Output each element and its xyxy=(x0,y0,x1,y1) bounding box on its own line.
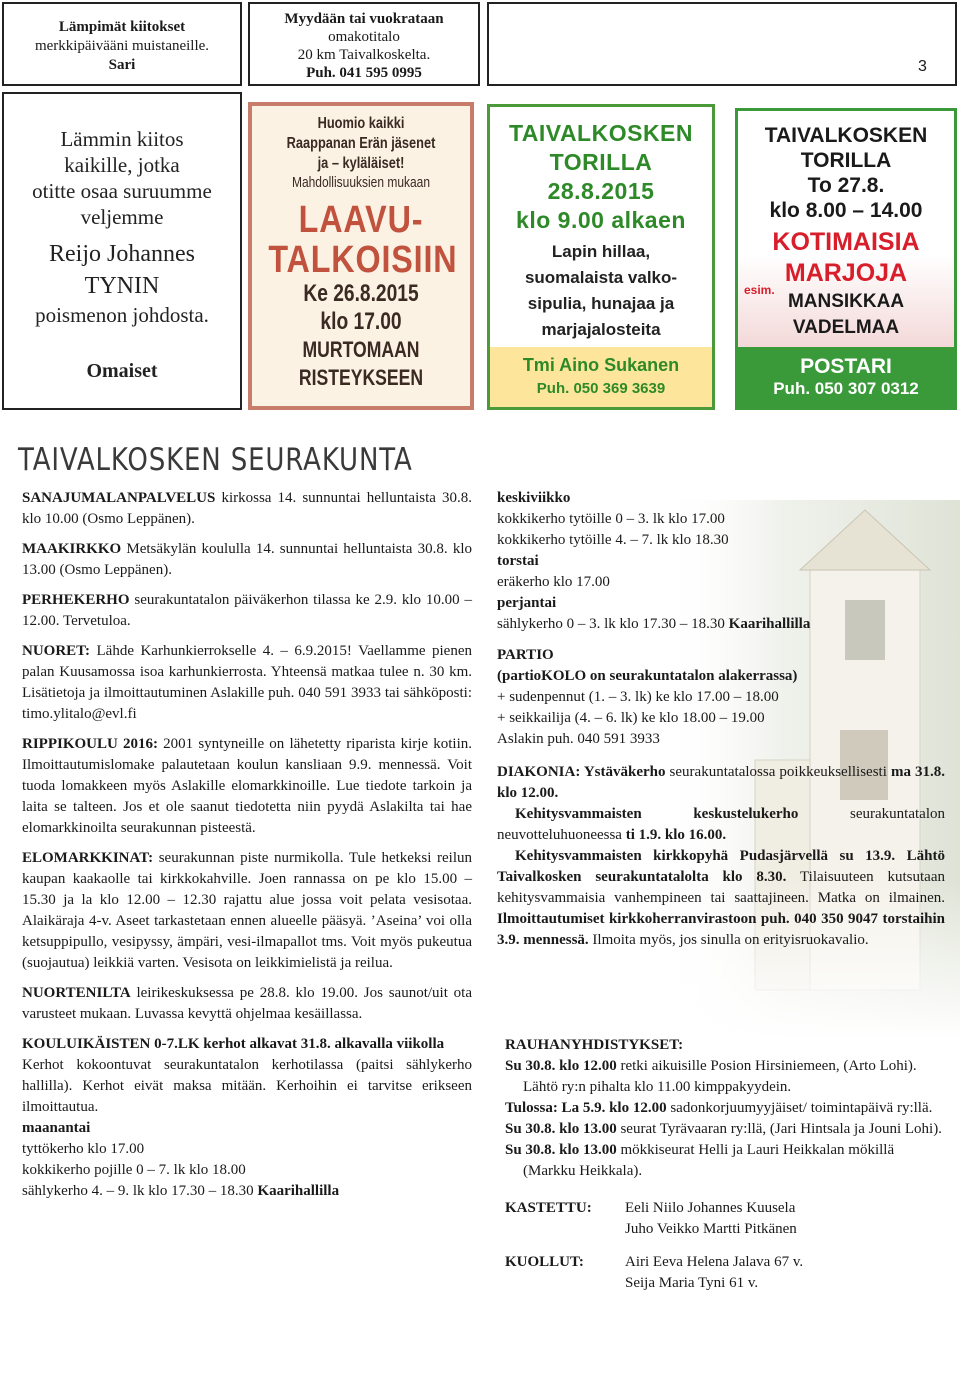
ad-line: MANSIKKAA xyxy=(787,291,905,312)
section-date: ma 31.8. klo 12.00. xyxy=(497,764,945,801)
ad-line: ja – kyläläiset! xyxy=(317,155,405,172)
weekday-heading: keskiviikko xyxy=(497,490,571,506)
announcement xyxy=(22,590,472,632)
person-name: Eeli Niilo Johannes Kuusela xyxy=(625,1200,796,1216)
deceased-surname: TYNIN xyxy=(84,273,160,299)
person-name: Juho Veikko Martti Pitkänen xyxy=(625,1221,797,1237)
club-item: eräkerho klo 17.00 xyxy=(497,574,610,590)
ad-time: klo 17.00 xyxy=(320,308,402,335)
ad-date: To 27.8. xyxy=(807,174,885,197)
announcement-text: Lähde Karhunkierrokselle 4. – 6.9.2015! Vaellamme pienen palan Kuusamossa isoa karhunkierrosta. Yhteensä matkaa tulee n. 30 km. Lisätietoja ja ilmoittautuminen Aslakille puh. 040 591 3933 tai sähköposti: timo.ylitalo@evl.fi xyxy=(22,643,472,722)
ad-seller: POSTARI xyxy=(800,355,892,378)
announcement xyxy=(22,641,472,725)
ad-time: klo 9.00 alkaen xyxy=(516,207,686,233)
section-text: Kerhot kokoontuvat seurakuntatalon kerhotilassa (paitsi sählykerho hallilla). Kerhot eivät maksa mitään. Kerhoihin ei tarvitse erikseen ilmoittautua. xyxy=(22,1057,472,1115)
weekday-heading: perjantai xyxy=(497,595,557,611)
ad-headline: TAIVALKOSKEN xyxy=(764,124,928,147)
section-heading: Kehitysvammaisten keskustelukerho xyxy=(515,806,799,822)
diakonia-section xyxy=(497,762,945,951)
ad-line: merkkipäivääni muistaneille. xyxy=(34,38,210,54)
section-text: Ilmoita myös, jos sinulla on erityisruokavalio. xyxy=(588,932,869,948)
ad-line: Lapin hillaa, xyxy=(551,242,651,261)
ad-place: RISTEYKSEEN xyxy=(298,365,424,390)
ad-headline: TORILLA xyxy=(549,149,653,175)
club-item-text: sählykerho 0 – 3. lk klo 17.30 – 18.30 xyxy=(497,616,729,632)
announcement xyxy=(22,734,472,839)
club-item xyxy=(22,1181,472,1202)
ad-condolence-thanks xyxy=(2,92,242,410)
section-text: seurakuntatalossa poikkeuksellisesti xyxy=(665,764,891,780)
announcement-text: seurakuntatalon päiväkerhon tilassa ke 2.9. klo 10.00 – 12.00. Tervetuloa. xyxy=(22,592,472,629)
page-number: 3 xyxy=(918,58,927,75)
event-item xyxy=(505,1140,945,1182)
club-location: Kaarihallilla xyxy=(728,616,811,632)
club-item: tyttökerho klo 17.00 xyxy=(22,1141,145,1157)
ad-laavu-talkoot xyxy=(248,102,474,410)
ad-line: poismenon johdosta. xyxy=(35,303,209,327)
ad-place: MURTOMAAN xyxy=(302,337,420,362)
contact: Aslakin puh. 040 591 3933 xyxy=(497,731,660,747)
ad-line: Lämmin kiitos xyxy=(60,127,184,151)
kastettu-label: KASTETTU: xyxy=(505,1200,592,1216)
announcement-heading: ELOMARKKINAT: xyxy=(22,850,154,866)
kuollut-label: KUOLLUT: xyxy=(505,1254,584,1270)
person-name: Seija Maria Tyni 61 v. xyxy=(625,1275,759,1291)
ad-date: Ke 26.8.2015 xyxy=(303,280,419,307)
ad-line: marjajalosteita xyxy=(541,320,661,339)
announcement xyxy=(22,848,472,974)
announcement xyxy=(22,539,472,581)
club-item: kokkikerho pojille 0 – 7. lk klo 18.00 xyxy=(22,1162,246,1178)
event-date: Su 30.8. klo 13.00 xyxy=(505,1142,617,1158)
event-date: Su 30.8. klo 12.00 xyxy=(505,1058,617,1074)
parish-title: TAIVALKOSKEN SEURAKUNTA xyxy=(18,442,413,478)
ad-market-sukanen xyxy=(487,104,715,410)
section-registration: Ilmoittautumiset kirkkoherranvirastoon puh. 040 350 9047 torstaihin 3.9. mennessä. xyxy=(497,911,945,948)
deceased-name: Reijo Johannes xyxy=(49,241,195,267)
event-text: mökkiseurat Helli ja Lauri Heikkalan mökillä (Markku Heikkala). xyxy=(523,1142,895,1179)
club-item: kokkikerho tytöille 4. – 7. lk klo 18.30 xyxy=(497,532,729,548)
event-date: Su 30.8. klo 13.00 xyxy=(505,1121,617,1137)
empty-box xyxy=(487,2,957,86)
ad-line: sipulia, hunajaa ja xyxy=(527,294,675,313)
event-item xyxy=(505,1119,945,1140)
ad-signature: Omaiset xyxy=(86,360,158,382)
person-name: Airi Eeva Helena Jalava 67 v. xyxy=(625,1254,804,1270)
ad-sale xyxy=(248,2,480,86)
kouluikaiset-section xyxy=(22,1034,472,1202)
announcement-text: kirkossa 14. sunnuntai helluntaista 30.8. klo 10.00 (Osmo Leppänen). xyxy=(22,490,472,527)
ad-phone: Puh. 050 369 3639 xyxy=(536,380,666,397)
event-text: sadonkorjuumyyjäiset/ toimintapäivä ry:llä. xyxy=(666,1100,933,1116)
announcement-heading: RIPPIKOULU 2016: xyxy=(22,736,158,752)
kastettu-row xyxy=(505,1198,945,1240)
ad-line: 20 km Taivalkoskelta. xyxy=(297,47,431,63)
ad-line: omakotitalo xyxy=(328,29,400,45)
ad-footer xyxy=(490,347,712,407)
ad-line: otitte osaa suruumme xyxy=(32,179,212,203)
ad-line: Sari xyxy=(108,57,136,73)
ad-line: Mahdollisuuksien mukaan xyxy=(291,174,431,191)
ad-line: veljemme xyxy=(80,205,164,229)
ad-line: Puh. 041 595 0995 xyxy=(306,65,422,81)
ad-esim-label: esim. xyxy=(744,283,775,297)
club-item: + sudenpennut (1. – 3. lk) ke klo 17.00 – 18.00 xyxy=(497,689,779,705)
announcement xyxy=(22,488,472,530)
event-date: Tulossa: La 5.9. klo 12.00 xyxy=(505,1100,667,1116)
parish-left-column xyxy=(22,488,472,1202)
rauhanyhdistykset-section xyxy=(505,1035,945,1294)
section-text: seurakuntatalon neuvotteluhuoneessa xyxy=(497,806,945,843)
ad-seller: Tmi Aino Sukanen xyxy=(522,355,680,375)
event-text: seurat Tyrävaaran ry:llä, (Jari Hintsala ja Jouni Lohi). xyxy=(616,1121,942,1137)
section-heading: DIAKONIA: Ystäväkerho xyxy=(497,764,666,780)
ad-headline: TAIVALKOSKEN xyxy=(508,120,694,146)
announcement-text: leirikeskuksessa pe 28.8. klo 19.00. Jos saunot/uit ota varusteet mukaan. Luvassa kevyttä ohjelmaa kesäillassa. xyxy=(22,985,472,1022)
announcement xyxy=(22,983,472,1025)
partio-section xyxy=(497,645,945,750)
announcement-text: seurakunnan piste nurmikolla. Tule hetkeksi reilun kaupan kaakaolle tai kirkkokahville. Joen rannassa on pe klo 15.00 – 15.30 ja la klo 12.00 – 12.30 rajattu alue jossa voit pelata vesisotaa. Alaikäraja 4-v. Aseet tarkastetaan ennen alueelle pääsyä. ’Aseina’ voi olla ketsuppipullo, vesipyssy, ämpäri, vesi-ilmapallot tms. Voit myös pukeutua (suojautua) leikkiä varten. Vesisota on leikkimielistä ja reilua. xyxy=(22,850,472,971)
ad-time: klo 8.00 – 14.00 xyxy=(769,199,923,222)
section-text: Tilaisuuteen kutsutaan kehitysvammaisia vanhempineen tai saattajineen. Matka on ilmainen. xyxy=(497,869,945,906)
week-schedule xyxy=(497,488,945,635)
club-location: Kaarihallilla xyxy=(257,1183,340,1199)
ad-headline: TALKOISIIN xyxy=(268,239,458,281)
ad-thanks-small xyxy=(2,2,242,86)
section-heading: PARTIO xyxy=(497,647,554,663)
ad-footer xyxy=(738,347,954,407)
ad-line: kaikille, jotka xyxy=(64,153,180,177)
club-item xyxy=(497,614,945,635)
kuollut-row xyxy=(505,1252,945,1294)
announcement-heading: NUORTENILTA xyxy=(22,985,131,1001)
announcement-heading: PERHEKERHO xyxy=(22,592,130,608)
ad-line: Raappanan Erän jäsenet xyxy=(286,135,436,152)
ad-line: Huomio kaikki xyxy=(317,115,405,132)
ad-line: Myydään tai vuokrataan xyxy=(284,11,444,27)
parish-right-column xyxy=(497,488,945,960)
club-item: kokkikerho tytöille 0 – 3. lk klo 17.00 xyxy=(497,511,725,527)
weekday-heading: maanantai xyxy=(22,1120,91,1136)
ad-date: 28.8.2015 xyxy=(547,178,655,204)
section-heading: Kehitysvammaisten kirkkopyhä Pudasjärvellä su 13.9. Lähtö Taivalkosken seurakuntatalolta klo 8.30. xyxy=(497,848,945,885)
section-heading: KOULUIKÄISTEN 0-7.LK kerhot alkavat 31.8. alkavalla viikolla xyxy=(22,1036,445,1052)
announcement-heading: SANAJUMALANPALVELUS xyxy=(22,490,216,506)
section-date: ti 1.9. klo 16.00. xyxy=(625,827,727,843)
club-item-text: sählykerho 4. – 9. lk klo 17.30 – 18.30 xyxy=(22,1183,258,1199)
event-item xyxy=(505,1098,945,1119)
ad-line: VADELMAA xyxy=(792,317,900,338)
ad-phone: Puh. 050 307 0312 xyxy=(773,379,919,398)
ad-line: Lämpimät kiitokset xyxy=(58,19,186,35)
ad-headline: MARJOJA xyxy=(784,259,908,287)
ad-line: suomalaista valko- xyxy=(524,268,678,287)
announcement-heading: NUORET: xyxy=(22,643,91,659)
event-text: retki aikuisille Posion Hirsiniemeen, (Arto Lohi). Lähtö ry:n pihalta klo 11.00 kimppakyydein. xyxy=(523,1058,917,1095)
club-item: + seikkailija (4. – 6. lk) ke klo 18.00 – 19.00 xyxy=(497,710,765,726)
ad-headline: KOTIMAISIA xyxy=(772,228,920,256)
section-subheading: (partioKOLO on seurakuntatalon alakerrassa) xyxy=(497,668,798,684)
announcement-text: Metsäkylän koululla 14. sunnuntai helluntaista 30.8. klo 13.00 (Osmo Leppänen). xyxy=(22,541,472,578)
announcement-text: 2001 syntyneille on lähetetty riparista kirje kotiin. Ilmoittautumislomake palautetaan koulun kansliaan 9.9. mennessä. Voit tuoda lomakkeen myös Aslakille elomarkkinoille. Lue tiedote tarkoin ja laita se talteen. Jos et ole saanut tiedotetta niin pyydä Aslakilta tai hae elomarkkinoilta seurakunnan pisteestä. xyxy=(22,736,472,836)
ad-market-postari xyxy=(735,108,957,410)
event-item xyxy=(505,1056,945,1098)
weekday-heading: torstai xyxy=(497,553,539,569)
section-heading: RAUHANYHDISTYKSET: xyxy=(505,1037,684,1053)
ad-headline: TORILLA xyxy=(800,149,892,172)
ad-headline: LAAVU- xyxy=(298,199,424,241)
announcement-heading: MAAKIRKKO xyxy=(22,541,122,557)
